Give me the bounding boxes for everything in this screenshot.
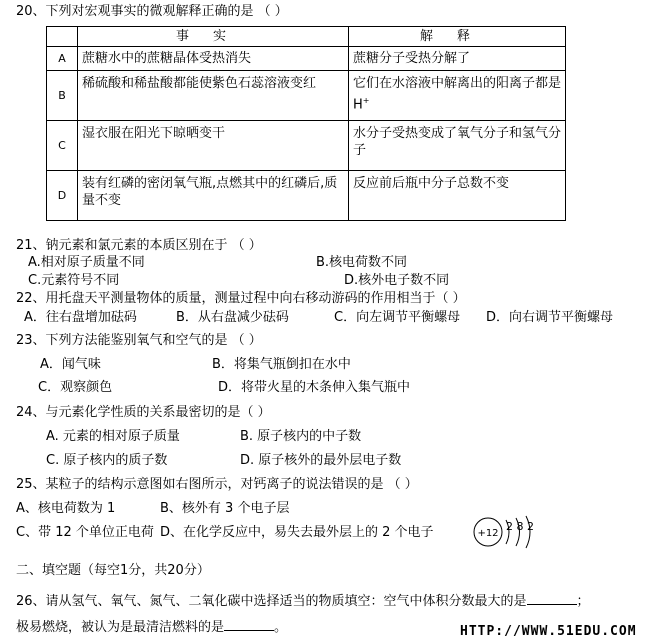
row-letter: C: [47, 121, 78, 171]
table-row: [47, 71, 566, 121]
q25-option-c: C、带 12 个单位正电荷: [16, 525, 154, 540]
electron-shell-counts: 2 8 2: [506, 520, 534, 533]
table-row: [47, 171, 566, 221]
table-header-fact: 事实: [78, 27, 349, 47]
q24-stem: 24、与元素化学性质的关系最密切的是（ ）: [16, 405, 271, 420]
q23-option-b: B．将集气瓶倒扣在水中: [212, 357, 351, 372]
atom-structure-diagram: [470, 512, 550, 552]
q23-option-d: D．将带火星的木条伸入集气瓶中: [218, 380, 411, 395]
q24-option-d: D. 原子核外的最外层电子数: [240, 453, 402, 468]
q25-option-a: A、核电荷数为 1: [16, 501, 116, 516]
q23-stem: 23、下列方法能鉴别氧气和空气的是 （ ）: [16, 333, 262, 348]
row-fact: 湿衣服在阳光下晾晒变干: [78, 121, 349, 171]
q26-line2: [16, 618, 287, 636]
site-watermark: HTTP://WWW.51EDU.COM: [460, 624, 637, 639]
q23-option-a: A．闻气味: [40, 357, 101, 372]
q22-option-b: B．从右盘减少砝码: [176, 310, 289, 325]
q21-stem: 21、钠元素和氯元素的本质区别在于 （ ）: [16, 238, 262, 253]
table-header-row: [47, 27, 566, 47]
q24-option-c: C. 原子核内的质子数: [46, 453, 168, 468]
q21-option-b: B.核电荷数不同: [316, 255, 408, 270]
row-explanation-superscript: +: [362, 96, 370, 105]
row-letter: A: [47, 47, 78, 71]
q26-line2-text: 极易燃烧，被认为是最清洁燃料的是: [16, 620, 225, 635]
q20-table: [46, 26, 566, 221]
q22-option-d: D．向右调节平衡螺母: [486, 310, 614, 325]
q23-option-c: C．观察颜色: [38, 380, 113, 395]
row-fact: 蔗糖水中的蔗糖晶体受热消失: [78, 47, 349, 71]
row-explanation: 蔗糖分子受热分解了: [349, 47, 566, 71]
q21-option-c: C.元素符号不同: [28, 273, 120, 288]
table-corner: [47, 27, 78, 47]
q21-option-d: D.核外电子数不同: [344, 273, 450, 288]
q25-option-d: D、在化学反应中，易失去最外层上的 2 个电子: [160, 525, 434, 540]
row-letter: B: [47, 71, 78, 121]
row-letter: D: [47, 171, 78, 221]
q20-stem: 20、下列对宏观事实的微观解释正确的是 （ ）: [16, 4, 288, 19]
q22-stem: 22、用托盘天平测量物体的质量，测量过程中向右移动游码的作用相当于（ ）: [16, 291, 466, 306]
q25-stem: 25、某粒子的结构示意图如右图所示，对钙离子的说法错误的是 （ ）: [16, 477, 418, 492]
q21-option-a: A.相对原子质量不同: [28, 255, 145, 270]
section-2-heading: 二、填空题（每空1分，共20分）: [16, 563, 210, 578]
q24-option-b: B. 原子核内的中子数: [240, 429, 362, 444]
q26-line2-end: 。: [274, 620, 288, 635]
q26-line1: [16, 592, 590, 610]
row-fact: 稀硫酸和稀盐酸都能使紫色石蕊溶液变红: [78, 71, 349, 121]
q22-option-a: A．往右盘增加砝码: [24, 310, 137, 325]
q26-line1-text: 26、请从氢气、氧气、氮气、二氧化碳中选择适当的物质填空：空气中体积分数最大的是: [16, 594, 527, 609]
q22-option-c: C．向左调节平衡螺母: [334, 310, 461, 325]
table-header-explanation: 解释: [349, 27, 566, 47]
answer-blank[interactable]: [224, 618, 274, 631]
q24-option-a: A. 元素的相对原子质量: [46, 429, 180, 444]
row-explanation: [349, 71, 566, 121]
row-explanation: 反应前后瓶中分子总数不变: [349, 171, 566, 221]
nucleus-label: +12: [477, 528, 499, 539]
table-row: [47, 47, 566, 71]
table-row: [47, 121, 566, 171]
row-fact: 装有红磷的密闭氧气瓶,点燃其中的红磷后,质量不变: [78, 171, 349, 221]
answer-blank[interactable]: [527, 592, 577, 605]
q26-line1-end: ；: [576, 594, 590, 609]
row-explanation: 水分子受热变成了氧气分子和氢气分子: [349, 121, 566, 171]
q25-option-b: B、核外有 3 个电子层: [160, 501, 290, 516]
row-explanation-text: 它们在水溶液中解离出的阳离子都是H: [353, 76, 562, 113]
